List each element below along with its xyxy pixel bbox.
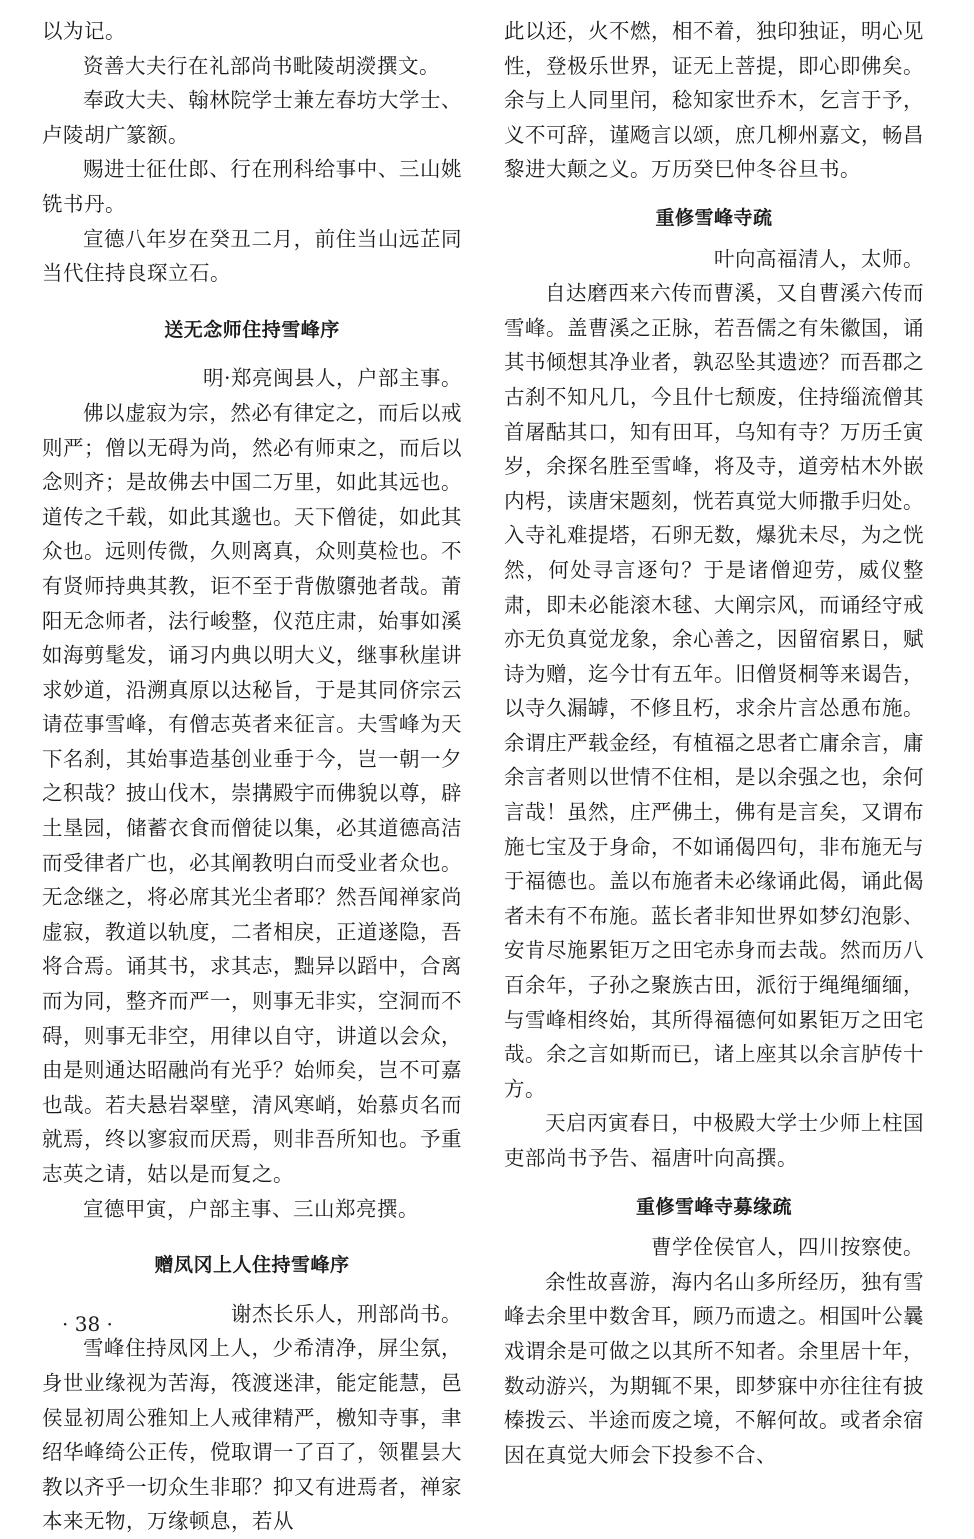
section-body-muyuan: 余性故喜游，海内名山多所经历，独有雪峰去余里中数舍耳，顾乃而遗之。相国叶公曩戏谓余是可做之以其所不知者。余里居十年，数动游兴，为期辄不果，即梦寐中亦往往有披榛拨云、半途而废之境，不解何故。或者余宿因在真觉大师会下投参不合、 xyxy=(504,1269,924,1467)
section-title-muyuan: 重修雪峰寺募缘疏 xyxy=(635,1195,792,1218)
section-body-wunian: 佛以虚寂为宗，然必有律定之，而后以戒则严；僧以无碍为尚，然必有师束之，而后以念则齐；是故佛去中国二万里，如此其远也。道传之千载，如此其邈也。天下僧徒，如此其众也。远则传微，久则离真，众则莫检也。不有贤师持典其教，讵不至于背傲隳弛者哉。莆阳无念师者，法行峻整，仪范庄肃，始事如溪如海剪髦发，诵习内典以明大义，继事秋崖讲求妙道，沿溯真原以达秘旨，于是其同侪宗云请莅事雪峰，有僧志英者来征言。夫雪峰为天下名刹，其始事造基创业垂于今，岂一朝一夕之积哉？披山伐木，崇搆殿宇而佛貌以尊，辟土垦园，储蓄衣食而僧徒以集，必其道德高洁而受律者广也，必其阐教明白而受业者众也。无念继之，将必席其光尘者耶？然吾闻禅家尚虚寂，教道以轨度，二者相戾，正道遂隐，吾将合焉。诵其书，求其志，黜异以蹈中，合离而为同，整齐而严一，则事无非实，空洞而不碍，则事无非空，用律以自守，讲道以会众，由是则通达昭融尚有光乎？始师矣，岂不可嘉也哉。若夫悬岩翠壁，清风寒峭，始慕贞名而就焉，终以寥寂而厌焉，则非吾所知也。予重志英之请，姑以是而复之。 xyxy=(42,400,462,1186)
right-column xyxy=(504,14,924,1472)
page-number: · 38 · xyxy=(62,1312,113,1336)
inscription-author-line: 资善大夫行在礼部尚书毗陵胡濙撰文。 xyxy=(83,53,440,78)
section-signature-wunian: 宣德甲寅，户部主事、三山郑亮撰。 xyxy=(83,1196,419,1221)
section-author-xiejie: 谢杰长乐人，刑部尚书。 xyxy=(231,1301,462,1326)
section-body-fenggang: 雪峰住持凤冈上人，少希清净，屏尘氛，身世业缘视为苦海，筏渡迷津，能定能慧，邑侯显初周公雅知上人戒律精严，檄知寺事，聿绍华峰绮公正传，傥取谓一了百了，领瞿昙大教以齐乎一切众生非耶？抑又有进焉者，禅家本来无物，万缘顿息，若从 xyxy=(42,1336,462,1534)
inscription-calligrapher-line: 赐进士征仕郎、行在刑科给事中、三山姚铣书丹。 xyxy=(42,157,462,216)
section-title-chongxiu: 重修雪峰寺疏 xyxy=(655,206,773,229)
paragraph-ending: 以为记。 xyxy=(42,19,126,43)
section-body-chongxiu: 自达磨西来六传而曹溪，又自曹溪六传而雪峰。盖曹溪之正脉，若吾儒之有朱徽国，诵其书倾想其净业者，孰忍坠其遗迹？而吾郡之古刹不知凡几，今且什七颓废，住持缁流僧其首屠酤其口，知有田耳，乌知有寺？万历壬寅岁，余探名胜至雪峰，将及寺，道旁枯木外嵌内枵，读唐宋题刻，恍若真觉大师撒手归处。入寺礼难提塔，石卵无数，爆犹未尽，为之恍然，何处寻言逐句？于是诸僧迎劳，威仪整肃，即未必能滚木毬、大阐宗风，而诵经守戒亦无负真觉龙象，余心善之，因留宿累日，赋诗为赠，迄今廿有五年。旧僧贤桐等来谒告，以寺久漏罅，不修且朽，求余片言怂恿布施。余谓庄严载金经，有植福之思者亡庸余言，庸余言者则以世情不住相，是以余强之也，余何言哉！虽然，庄严佛土，佛有是言矣，又谓布施七宝及于身命，不如诵偈四句，非布施无与于福德也。盖以布施者未必缘诵此偈，诵此偈者未有不布施。蓝长者非知世界如梦幻泡影、安肯尽施累钜万之田宅赤身而去哉。然而历八百余年，子孙之聚族古田，派衍于绳绳缅缅，与雪峰相终始，其所得福德何如累钜万之田宅哉。余之言如斯而已，诸上座其以余言胪传十方。 xyxy=(504,281,924,1101)
inscription-seal-line: 奉政大夫、翰林院学士兼左春坊大学士、卢陵胡广篆额。 xyxy=(42,88,462,147)
section-author-yexianggao: 叶向高福清人，太师。 xyxy=(714,246,924,271)
section-author-zhengliang: 明·郑亮闽县人，户部主事。 xyxy=(202,366,462,391)
section-signature-chongxiu: 天启丙寅春日，中极殿大学士少师上柱国吏部尚书予告、福唐叶向高撰。 xyxy=(504,1111,924,1170)
left-column xyxy=(42,14,462,1539)
section-title-fenggang: 赠凤冈上人住持雪峰序 xyxy=(154,1254,350,1277)
inscription-date-line: 宣德八年岁在癸丑二月，前住当山远芷同当代住持良琛立石。 xyxy=(42,226,462,286)
section-title-wunian: 送无念师住持雪峰序 xyxy=(164,318,340,341)
section-body-fenggang-continued: 此以还，火不燃，相不着，独印独证，明心见性，登极乐世界，证无上菩提，即心即佛矣。余与上人同里闬，稔知家世乔木，乞言于予，义不可辞，谨飏言以颂，庶几柳州嘉文，畅昌黎进大颠之义。万历癸巳仲冬谷旦书。 xyxy=(504,19,924,182)
section-author-caoxuequan: 曹学佺侯官人，四川按察使。 xyxy=(651,1235,924,1260)
